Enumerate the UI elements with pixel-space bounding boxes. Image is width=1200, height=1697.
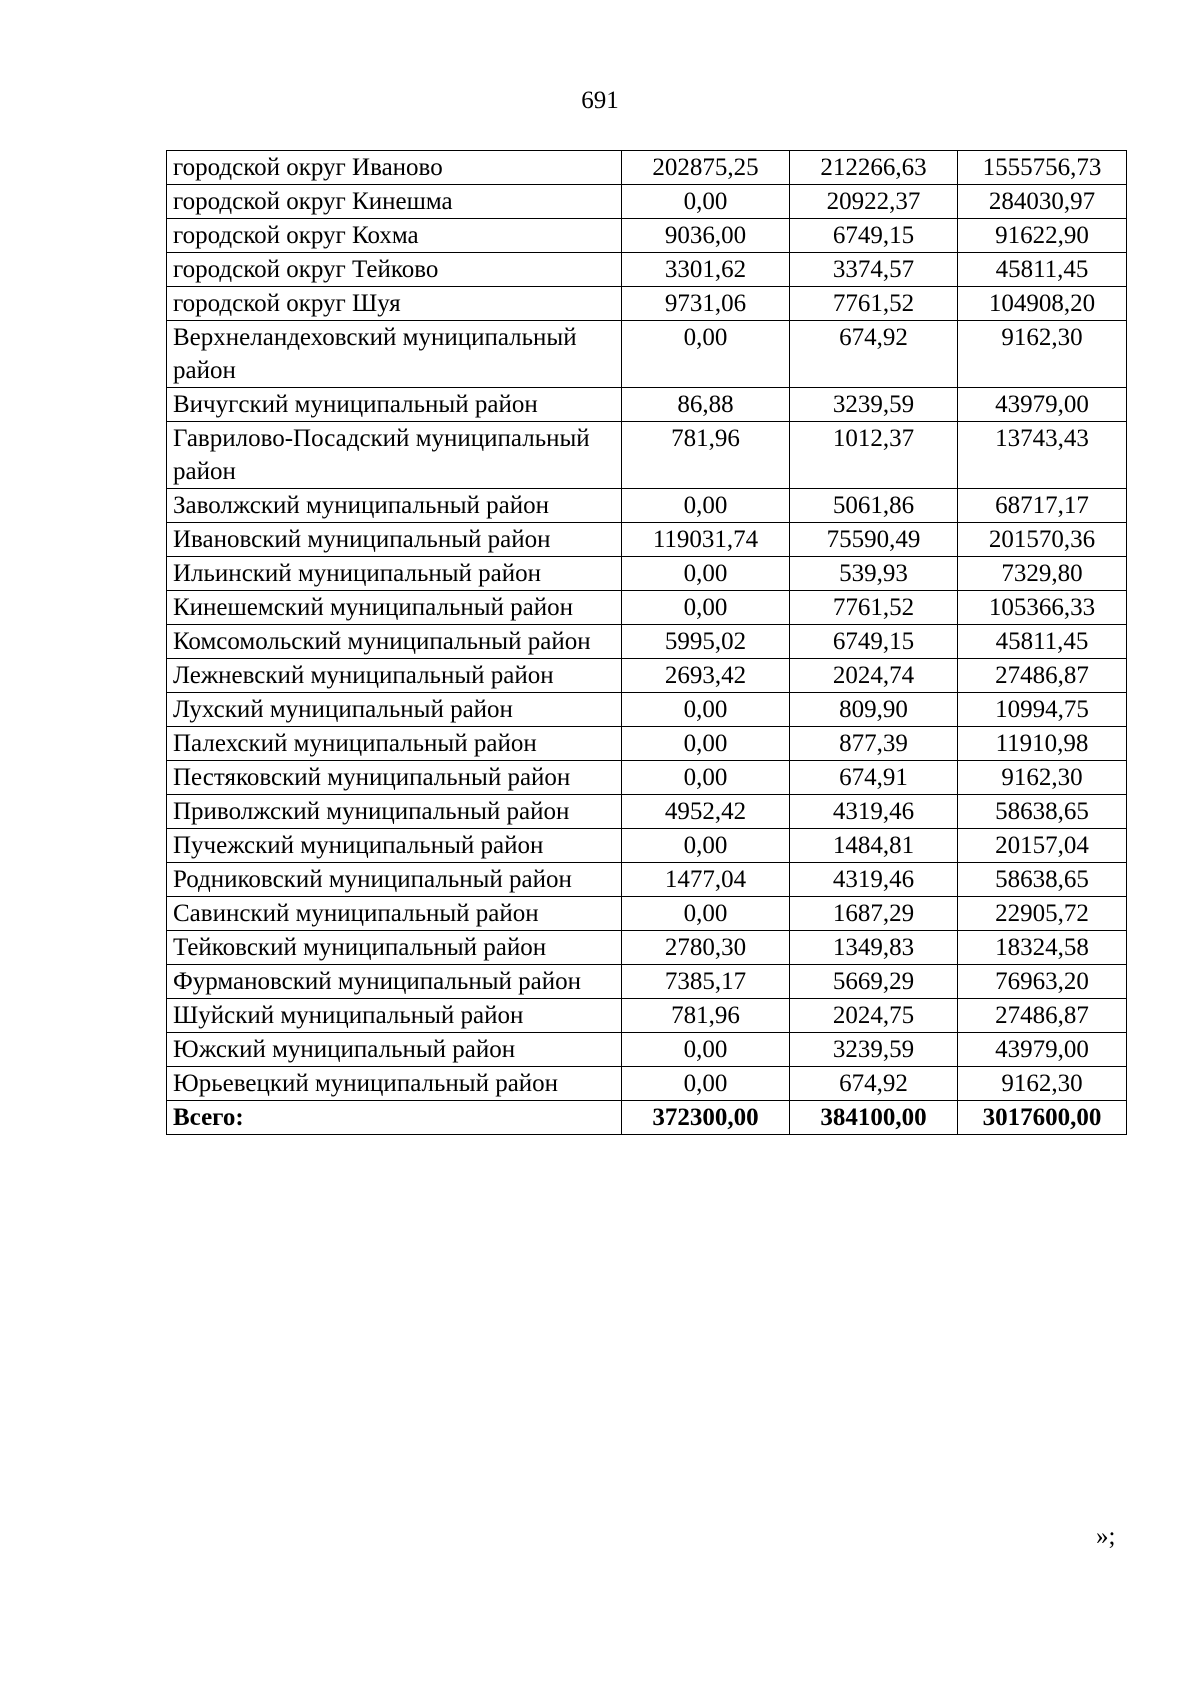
value-col-1: 0,00 <box>622 829 790 863</box>
value-col-1: 781,96 <box>622 999 790 1033</box>
value-col-3: 27486,87 <box>958 999 1127 1033</box>
value-col-3: 1555756,73 <box>958 151 1127 185</box>
value-col-3: 43979,00 <box>958 388 1127 422</box>
value-col-3: 18324,58 <box>958 931 1127 965</box>
table-row <box>167 829 1127 863</box>
value-col-2: 4319,46 <box>790 795 958 829</box>
value-col-3: 9162,30 <box>958 761 1127 795</box>
table-row <box>167 999 1127 1033</box>
value-col-1: 9036,00 <box>622 219 790 253</box>
value-col-3: 43979,00 <box>958 1033 1127 1067</box>
municipality-name: Фурмановский муниципальный район <box>167 965 622 999</box>
value-col-2: 3374,57 <box>790 253 958 287</box>
value-col-3: 27486,87 <box>958 659 1127 693</box>
value-col-2: 1687,29 <box>790 897 958 931</box>
value-col-2: 809,90 <box>790 693 958 727</box>
table-row <box>167 795 1127 829</box>
value-col-1: 86,88 <box>622 388 790 422</box>
total-row <box>167 1101 1127 1135</box>
municipality-name: Гаврилово-Посадский муниципальный район <box>167 422 622 489</box>
value-col-1: 3301,62 <box>622 253 790 287</box>
value-col-2: 20922,37 <box>790 185 958 219</box>
municipality-name: Ильинский муниципальный район <box>167 557 622 591</box>
value-col-2: 6749,15 <box>790 219 958 253</box>
value-col-2: 212266,63 <box>790 151 958 185</box>
table-row <box>167 253 1127 287</box>
value-col-1: 9731,06 <box>622 287 790 321</box>
value-col-1: 0,00 <box>622 761 790 795</box>
value-col-1: 781,96 <box>622 422 790 489</box>
municipality-name: Кинешемский муниципальный район <box>167 591 622 625</box>
value-col-3: 9162,30 <box>958 321 1127 388</box>
table-row <box>167 151 1127 185</box>
value-col-3: 91622,90 <box>958 219 1127 253</box>
value-col-3: 22905,72 <box>958 897 1127 931</box>
value-col-3: 284030,97 <box>958 185 1127 219</box>
value-col-2: 5669,29 <box>790 965 958 999</box>
value-col-3: 20157,04 <box>958 829 1127 863</box>
value-col-1: 4952,42 <box>622 795 790 829</box>
table-row <box>167 388 1127 422</box>
table-row <box>167 1033 1127 1067</box>
table-row <box>167 287 1127 321</box>
value-col-1: 0,00 <box>622 693 790 727</box>
value-col-3: 105366,33 <box>958 591 1127 625</box>
value-col-2: 2024,75 <box>790 999 958 1033</box>
value-col-2: 6749,15 <box>790 625 958 659</box>
value-col-2: 7761,52 <box>790 591 958 625</box>
municipality-name: Южский муниципальный район <box>167 1033 622 1067</box>
value-col-3: 11910,98 <box>958 727 1127 761</box>
value-col-1: 7385,17 <box>622 965 790 999</box>
value-col-2: 1349,83 <box>790 931 958 965</box>
value-col-2: 5061,86 <box>790 489 958 523</box>
municipality-name: Лежневский муниципальный район <box>167 659 622 693</box>
municipality-name: Шуйский муниципальный район <box>167 999 622 1033</box>
municipality-name: Верхнеландеховский муниципальный район <box>167 321 622 388</box>
municipality-name: Пестяковский муниципальный район <box>167 761 622 795</box>
value-col-1: 372300,00 <box>622 1101 790 1135</box>
value-col-2: 7761,52 <box>790 287 958 321</box>
value-col-3: 45811,45 <box>958 253 1127 287</box>
table-row <box>167 185 1127 219</box>
value-col-1: 119031,74 <box>622 523 790 557</box>
page-number: 691 <box>581 87 619 114</box>
value-col-3: 10994,75 <box>958 693 1127 727</box>
value-col-2: 4319,46 <box>790 863 958 897</box>
value-col-3: 3017600,00 <box>958 1101 1127 1135</box>
value-col-3: 45811,45 <box>958 625 1127 659</box>
value-col-2: 384100,00 <box>790 1101 958 1135</box>
table-row <box>167 693 1127 727</box>
value-col-1: 0,00 <box>622 557 790 591</box>
municipality-name: городской округ Иваново <box>167 151 622 185</box>
municipality-name: Савинский муниципальный район <box>167 897 622 931</box>
table-row <box>167 761 1127 795</box>
value-col-1: 202875,25 <box>622 151 790 185</box>
municipality-name: Тейковский муниципальный район <box>167 931 622 965</box>
municipality-name: Приволжский муниципальный район <box>167 795 622 829</box>
value-col-1: 0,00 <box>622 1067 790 1101</box>
value-col-2: 1484,81 <box>790 829 958 863</box>
municipality-name: городской округ Кинешма <box>167 185 622 219</box>
municipality-name: Ивановский муниципальный район <box>167 523 622 557</box>
municipality-name: Заволжский муниципальный район <box>167 489 622 523</box>
municipality-name: городской округ Тейково <box>167 253 622 287</box>
table-row <box>167 897 1127 931</box>
total-label: Всего: <box>167 1101 622 1135</box>
value-col-1: 0,00 <box>622 321 790 388</box>
table-row <box>167 965 1127 999</box>
value-col-3: 201570,36 <box>958 523 1127 557</box>
value-col-3: 7329,80 <box>958 557 1127 591</box>
table-row <box>167 1067 1127 1101</box>
table-row <box>167 931 1127 965</box>
value-col-1: 2780,30 <box>622 931 790 965</box>
value-col-2: 2024,74 <box>790 659 958 693</box>
value-col-1: 0,00 <box>622 727 790 761</box>
value-col-3: 9162,30 <box>958 1067 1127 1101</box>
municipality-name: Пучежский муниципальный район <box>167 829 622 863</box>
value-col-2: 3239,59 <box>790 388 958 422</box>
municipality-name: Комсомольский муниципальный район <box>167 625 622 659</box>
municipality-name: городской округ Кохма <box>167 219 622 253</box>
table-row <box>167 591 1127 625</box>
value-col-2: 877,39 <box>790 727 958 761</box>
municipality-name: Родниковский муниципальный район <box>167 863 622 897</box>
municipality-name: городской округ Шуя <box>167 287 622 321</box>
table-row <box>167 489 1127 523</box>
value-col-1: 0,00 <box>622 897 790 931</box>
value-col-2: 674,92 <box>790 321 958 388</box>
value-col-1: 0,00 <box>622 185 790 219</box>
value-col-1: 5995,02 <box>622 625 790 659</box>
value-col-1: 0,00 <box>622 1033 790 1067</box>
value-col-2: 3239,59 <box>790 1033 958 1067</box>
table-row <box>167 523 1127 557</box>
table-row <box>167 219 1127 253</box>
value-col-2: 674,91 <box>790 761 958 795</box>
closing-quote-mark: »; <box>1096 1523 1116 1550</box>
value-col-1: 0,00 <box>622 489 790 523</box>
table-row <box>167 321 1127 388</box>
municipality-name: Вичугский муниципальный район <box>167 388 622 422</box>
value-col-3: 13743,43 <box>958 422 1127 489</box>
value-col-2: 1012,37 <box>790 422 958 489</box>
table-row <box>167 727 1127 761</box>
table-row <box>167 422 1127 489</box>
table-row <box>167 557 1127 591</box>
value-col-1: 2693,42 <box>622 659 790 693</box>
value-col-3: 58638,65 <box>958 863 1127 897</box>
value-col-2: 674,92 <box>790 1067 958 1101</box>
value-col-3: 76963,20 <box>958 965 1127 999</box>
municipality-name: Палехский муниципальный район <box>167 727 622 761</box>
value-col-1: 0,00 <box>622 591 790 625</box>
table-row <box>167 863 1127 897</box>
value-col-2: 75590,49 <box>790 523 958 557</box>
value-col-3: 68717,17 <box>958 489 1127 523</box>
budget-table <box>166 150 1127 1135</box>
table-row <box>167 625 1127 659</box>
municipality-name: Юрьевецкий муниципальный район <box>167 1067 622 1101</box>
value-col-3: 104908,20 <box>958 287 1127 321</box>
value-col-1: 1477,04 <box>622 863 790 897</box>
value-col-2: 539,93 <box>790 557 958 591</box>
municipality-name: Лухский муниципальный район <box>167 693 622 727</box>
table-row <box>167 659 1127 693</box>
value-col-3: 58638,65 <box>958 795 1127 829</box>
table-body <box>167 151 1127 1135</box>
